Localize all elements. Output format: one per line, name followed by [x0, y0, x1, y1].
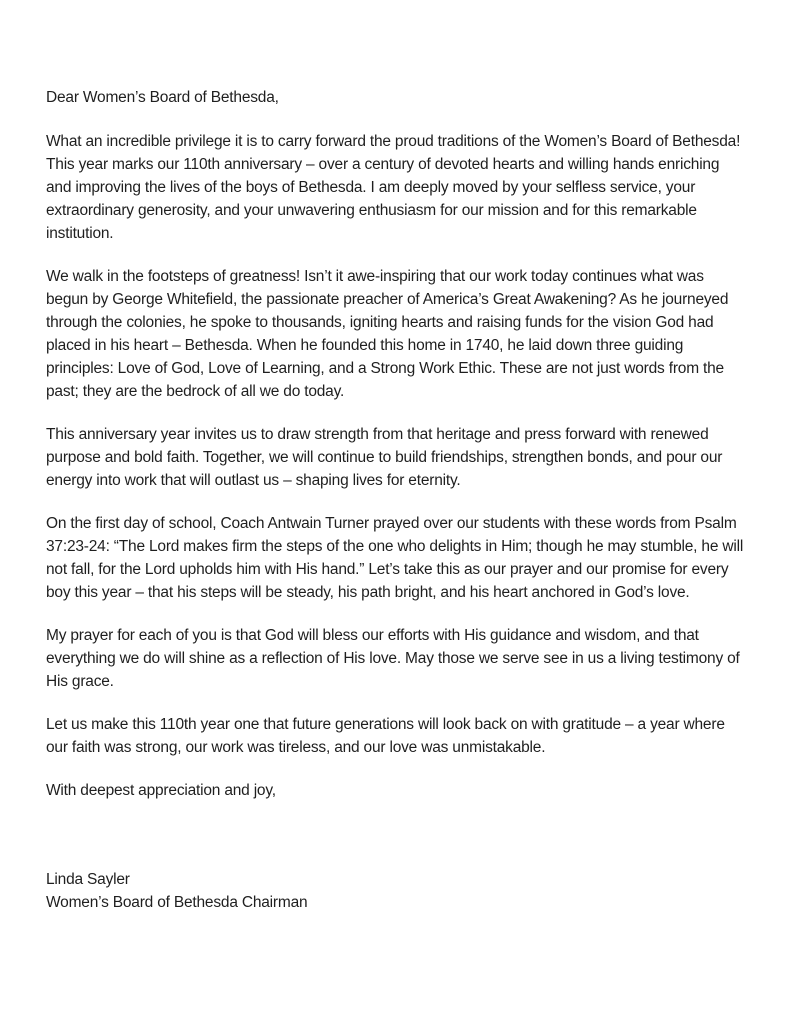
paragraph-3: This anniversary year invites us to draw strength from that heritage and press forward with renewed purpose and bold faith. Together, we will continue to build friendships, strengthen bonds, and pour our energy into work that will outlast us – shaping lives for eternity.: [46, 426, 723, 489]
signature-block: [46, 868, 746, 914]
signature-name: Linda Sayler: [46, 871, 130, 888]
signature-title: Women’s Board of Bethesda Chairman: [46, 894, 308, 911]
paragraph-5: My prayer for each of you is that God will bless our efforts with His guidance and wisdom, and that everything we do will shine as a reflection of His love. May those we serve see in us a living testimony of His grace.: [46, 627, 740, 690]
salutation: Dear Women’s Board of Bethesda,: [46, 89, 279, 106]
closing-line: With deepest appreciation and joy,: [46, 782, 276, 799]
paragraph-1: What an incredible privilege it is to carry forward the proud traditions of the Women’s Board of Bethesda! This year marks our 110th anniversary – over a century of devoted hearts and willing hands enriching and improving the lives of the boys of Bethesda. I am deeply moved by your selfless service, your extraordinary generosity, and your unwavering enthusiasm for our mission and for this remarkable institution.: [46, 133, 741, 242]
paragraph-2: We walk in the footsteps of greatness! Isn’t it awe-inspiring that our work today continues what was begun by George Whitefield, the passionate preacher of America’s Great Awakening? As he journeyed through the colonies, he spoke to thousands, igniting hearts and raising funds for the vision God had placed in his heart – Bethesda. When he founded this home in 1740, he laid down three guiding principles: Love of God, Love of Learning, and a Strong Work Ethic. These are not just words from the past; they are the bedrock of all we do today.: [46, 268, 729, 400]
paragraph-4: On the first day of school, Coach Antwain Turner prayed over our students with these words from Psalm 37:23-24: “The Lord makes firm the steps of the one who delights in Him; though he may stumble, he will not fall, for the Lord upholds him with His hand.” Let’s take this as our prayer and our promise for every boy this year – that his steps will be steady, his path bright, and his heart anchored in God’s love.: [46, 515, 744, 601]
paragraph-6: Let us make this 110th year one that future generations will look back on with gratitude – a year where our faith was strong, our work was tireless, and our love was unmistakable.: [46, 716, 725, 756]
